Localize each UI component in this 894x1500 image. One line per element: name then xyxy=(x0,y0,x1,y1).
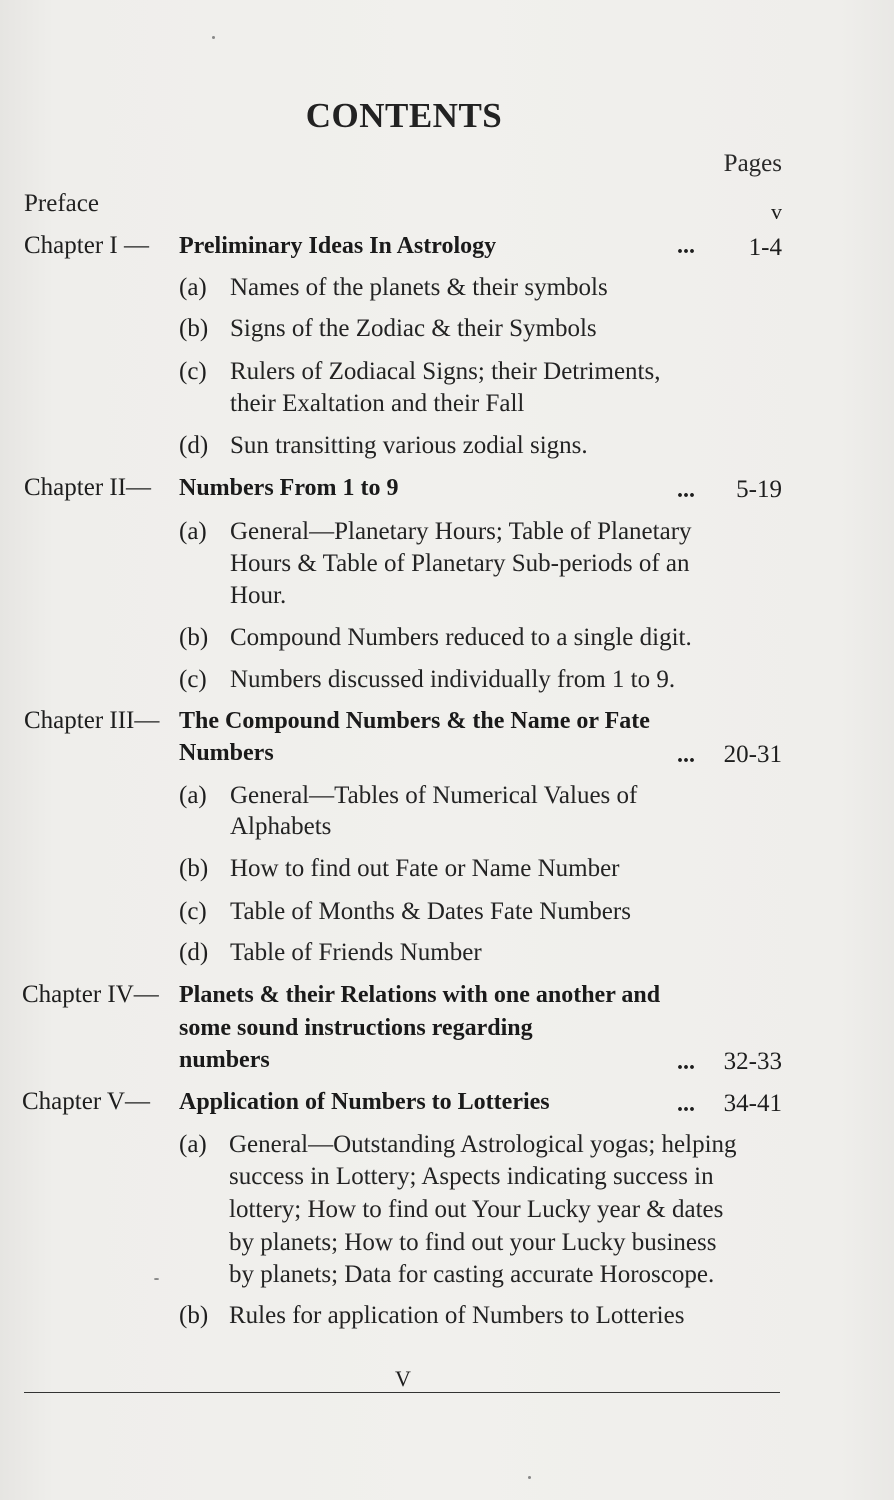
item-text: by planets; How to find out your Lucky business xyxy=(229,1229,717,1256)
chapter-label: Chapter II— xyxy=(24,474,152,501)
item-text: Compound Numbers reduced to a single digit. xyxy=(230,624,692,651)
item-text: Names of the planets & their symbols xyxy=(230,274,608,301)
scan-speck xyxy=(528,1476,531,1479)
dot-leader: ... xyxy=(677,233,695,259)
chapter-title: Numbers From 1 to 9 xyxy=(179,475,399,501)
chapter-pages: 34-41 xyxy=(723,1090,782,1117)
item-text: Hour. xyxy=(230,582,287,609)
item-text: their Exaltation and their Fall xyxy=(230,390,525,417)
item-text: by planets; Data for casting accurate Horoscope. xyxy=(229,1261,715,1288)
item-text: Rules for application of Numbers to Lotteries xyxy=(229,1302,685,1329)
item-label: (a) xyxy=(179,274,207,301)
scan-speck xyxy=(154,1278,159,1280)
item-label: (a) xyxy=(179,518,207,545)
page-number: V xyxy=(395,1366,411,1391)
chapter-title: Preliminary Ideas In Astrology xyxy=(179,233,497,259)
item-text: Sun transitting various zodial signs. xyxy=(230,432,588,459)
chapter-title: The Compound Numbers & the Name or Fate xyxy=(179,708,650,734)
item-text: How to find out Fate or Name Number xyxy=(230,855,620,882)
item-text: Table of Months & Dates Fate Numbers xyxy=(230,898,631,925)
item-label: (a) xyxy=(179,1131,207,1158)
chapter-label: Chapter V— xyxy=(22,1088,150,1115)
item-text: General—Planetary Hours; Table of Planetary xyxy=(230,518,692,545)
item-text: Table of Friends Number xyxy=(230,939,482,966)
chapter-pages: 5-19 xyxy=(736,476,782,503)
item-label: (b) xyxy=(179,1302,209,1329)
item-label: (a) xyxy=(179,782,207,809)
preface-page: v xyxy=(771,199,782,224)
scan-speck xyxy=(212,36,215,39)
chapter-label: Chapter I — xyxy=(24,232,149,259)
item-text: lottery; How to find out Your Lucky year & dates xyxy=(229,1196,724,1223)
item-label: (b) xyxy=(179,315,209,342)
item-text: Alphabets xyxy=(230,813,332,840)
chapter-title: numbers xyxy=(179,1047,270,1073)
chapter-title: some sound instructions regarding xyxy=(179,1015,533,1041)
preface-label: Preface xyxy=(24,190,99,217)
dot-leader: ... xyxy=(677,742,695,768)
item-label: (b) xyxy=(179,855,209,882)
item-text: success in Lottery; Aspects indicating success in xyxy=(229,1163,714,1190)
chapter-pages: 20-31 xyxy=(723,741,782,768)
item-label: (d) xyxy=(179,432,209,459)
item-label: (b) xyxy=(179,624,209,651)
chapter-pages: 1-4 xyxy=(748,234,782,261)
footer-rule xyxy=(24,1392,780,1393)
contents-title: CONTENTS xyxy=(305,96,503,135)
item-text: Hours & Table of Planetary Sub-periods of an xyxy=(230,550,690,577)
chapter-title: Application of Numbers to Lotteries xyxy=(179,1089,550,1115)
item-label: (d) xyxy=(179,939,209,966)
item-text: Rulers of Zodiacal Signs; their Detriments, xyxy=(230,358,661,385)
item-text: General—Tables of Numerical Values of xyxy=(230,782,638,809)
item-label: (c) xyxy=(179,358,207,385)
item-label: (c) xyxy=(179,898,207,925)
chapter-label: Chapter IV— xyxy=(22,981,159,1008)
item-text: General—Outstanding Astrological yogas; helping xyxy=(229,1131,737,1158)
pages-column-header: Pages xyxy=(723,150,782,177)
dot-leader: ... xyxy=(677,1049,695,1075)
item-text: Numbers discussed individually from 1 to 9. xyxy=(230,666,676,693)
item-text: Signs of the Zodiac & their Symbols xyxy=(230,315,597,342)
chapter-title: Planets & their Relations with one another and xyxy=(179,982,661,1008)
chapter-label: Chapter III— xyxy=(24,707,160,734)
chapter-title: Numbers xyxy=(179,740,274,766)
dot-leader: ... xyxy=(677,1091,695,1117)
dot-leader: ... xyxy=(677,477,695,503)
item-label: (c) xyxy=(179,666,207,693)
chapter-pages: 32-33 xyxy=(723,1048,782,1075)
